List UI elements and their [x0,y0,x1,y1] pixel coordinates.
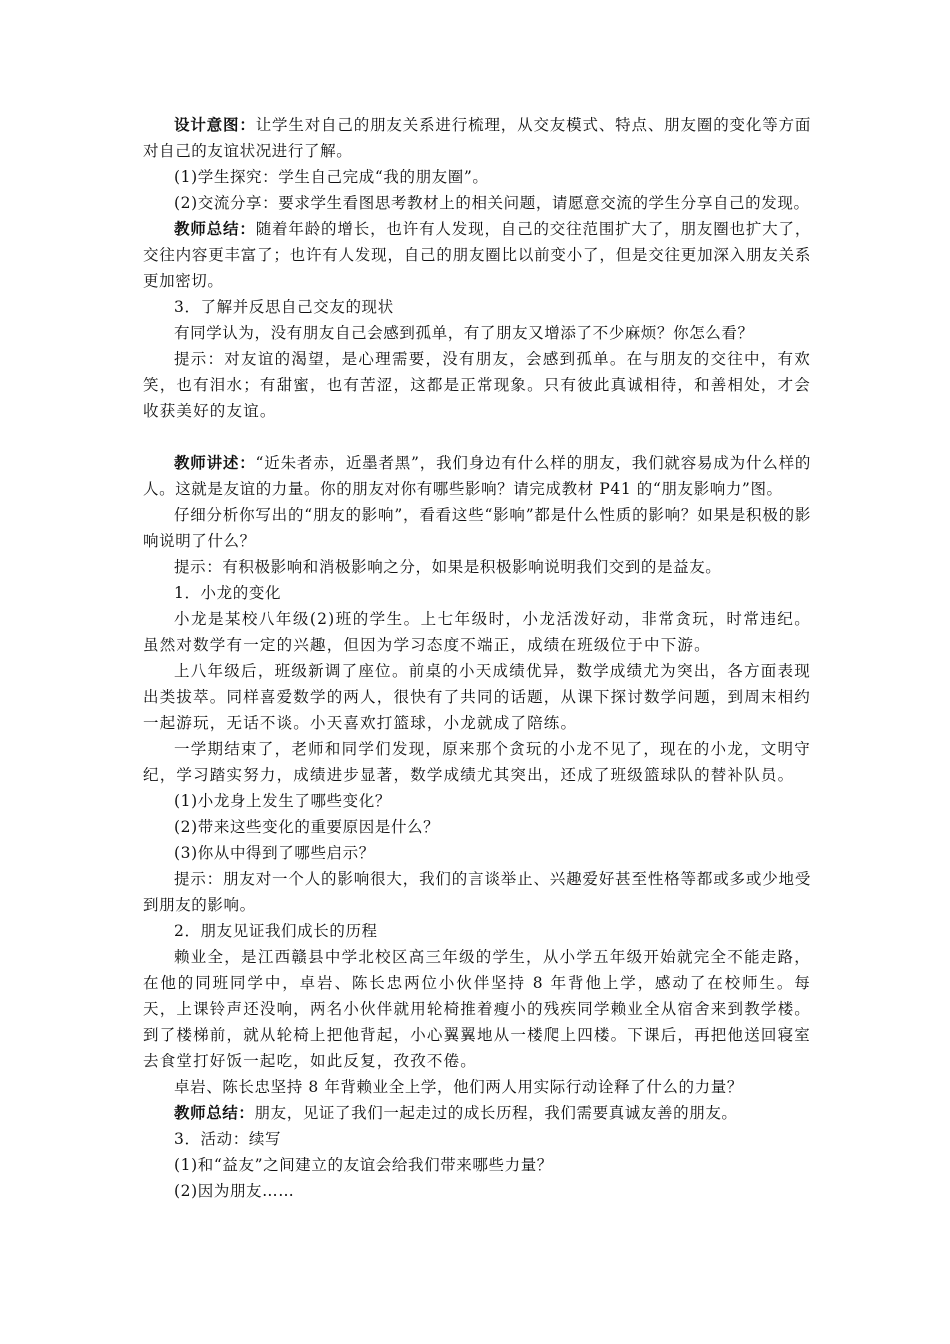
teacher-summary-1: 教师总结：随着年龄的增长，也许有人发现，自己的交往范围扩大了，朋友圈也扩大了，交往内容更丰富了；也许有人发现，自己的朋友圈比以前变小了，但是交往更加深入朋友关系更加密切。 [143,219,811,290]
activity-question-2: (2)因为朋友…… [174,1182,295,1200]
hint-paragraph-1: 提示：对友谊的渴望，是心理需要，没有朋友，会感到孤单。在与朋友的交往中，有欢笑，也有泪水；有甜蜜，也有苦涩，这都是正常现象。只有彼此真诚相待，和善相处，才会收获美好的友谊。 [143,350,812,420]
student-explore: (1)学生探究：学生自己完成“我的朋友圈”。 [174,168,489,186]
case-paragraph-3: 一学期结束了，老师和同学们发现，原来那个贪玩的小龙不见了，现在的小龙，文明守纪，学习踏实努力，成绩进步显著，数学成绩尤其突出，还成了班级篮球队的替补队员。 [143,740,811,784]
case-paragraph-2: 上八年级后，班级新调了座位。前桌的小天成绩优异，数学成绩尤为突出，各方面表现出类拔萃。同样喜爱数学的两人，很快有了共同的话题，从课下探讨数学问题，到周末相约一起游玩，无话不谈。小天喜欢打篮球，小龙就成了陪练。 [143,662,812,732]
activity-question-1: (1)和“益友”之间建立的友谊会给我们带来哪些力量？ [174,1156,553,1174]
label-teacher-summary-2: 教师总结： [174,1103,255,1122]
case-heading-2: 2．朋友见证我们成长的历程 [174,922,378,940]
case-question-3: (3)你从中得到了哪些启示？ [174,844,375,862]
story-paragraph: 赖业全，是江西赣县中学北校区高三年级的学生，从小学五年级开始就完全不能走路，在他的同班同学中，卓岩、陈长忠两位小伙伴坚持 8 年背他上学，感动了在校师生。每天，上课铃声还没响，两名小伙伴就用轮椅推着瘦小的残疾同学赖业全从宿舍来到教学楼。到了楼梯前，就从轮椅上把他背起，小心翼翼地从一楼爬上四楼。下课后，再把他送回寝室去食堂打好饭一起吃，如此反复，孜孜不倦。 [143,948,812,1070]
analysis-paragraph: 仔细分析你写出的“朋友的影响”，看看这些“影响”都是什么性质的影响？如果是积极的影响说明了什么？ [143,506,811,550]
hint-paragraph-3: 提示：朋友对一个人的影响很大，我们的言谈举止、兴趣爱好甚至性格等都或多或少地受到朋友的影响。 [143,870,811,914]
teacher-narration: 教师讲述：“近朱者赤，近墨者黑”，我们身边有什么样的朋友，我们就容易成为什么样的人。这就是友谊的力量。你的朋友对你有哪些影响？请完成教材 P41 的“朋友影响力”图。 [143,453,811,498]
question-paragraph: 有同学认为，没有朋友自己会感到孤单，有了朋友又增添了不少麻烦？你怎么看？ [174,324,754,342]
case-question-1: (1)小龙身上发生了哪些变化？ [174,792,391,810]
activity-heading: 3．活动：续写 [174,1130,282,1148]
document-page [143,112,811,1204]
design-intent-paragraph: 设计意图：让学生对自己的朋友关系进行梳理，从交友模式、特点、朋友圈的变化等方面对自己的友谊状况进行了解。 [143,115,811,160]
case-question-2: (2)带来这些变化的重要原因是什么？ [174,818,440,836]
label-design-intent: 设计意图： [174,115,256,134]
exchange-share: (2)交流分享：要求学生看图思考教材上的相关问题，请愿意交流的学生分享自己的发现。 [174,194,810,212]
case-paragraph-1: 小龙是某校八年级(2)班的学生。上七年级时，小龙活泼好动，非常贪玩，时常违纪。虽然对数学有一定的兴趣，但因为学习态度不端正，成绩在班级位于中下游。 [143,610,811,654]
teacher-summary-2: 教师总结：朋友，见证了我们一起走过的成长历程，我们需要真诚友善的朋友。 [174,1103,738,1122]
label-teacher-summary: 教师总结： [174,219,256,238]
label-teacher-narration: 教师讲述： [174,453,256,472]
case-heading-1: 1．小龙的变化 [174,584,282,602]
section-heading-3: 3．了解并反思自己交友的现状 [174,298,394,316]
spacer [143,424,811,450]
hint-paragraph-2: 提示：有积极影响和消极影响之分，如果是积极影响说明我们交到的是益友。 [174,558,722,576]
story-question: 卓岩、陈长忠坚持 8 年背赖业全上学，他们两人用实际行动诠释了什么的力量？ [174,1078,743,1096]
